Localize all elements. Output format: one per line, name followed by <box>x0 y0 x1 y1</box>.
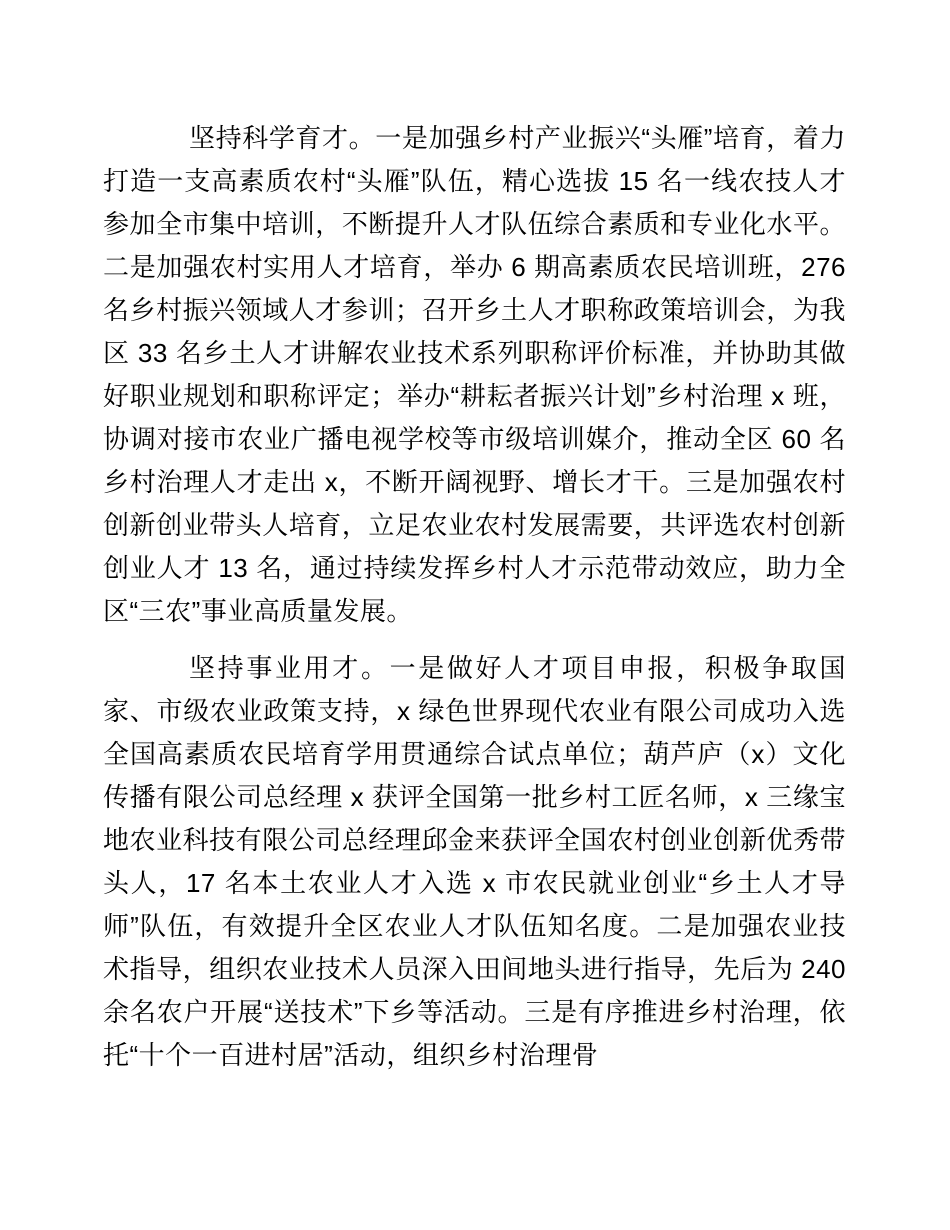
paragraph-science-cultivating-talent: 坚持科学育才。一是加强乡村产业振兴“头雁”培育，着力打造一支高素质农村“头雁”队伍，精心选拔 15 名一线农技人才参加全市集中培训，不断提升人才队伍综合素质和专业化水平。二是加强农村实用人才培育，举办 6 期高素质农民培训班，276 名乡村振兴领域人才参训；召开乡土人才职称政策培训会，为我区 33 名乡土人才讲解农业技术系列职称评价标准，并协助其做好职业规划和职称评定；举办“耕耘者振兴计划”乡村治理 x 班，协调对接市农业广播电视学校等市级培训媒介，推动全区 60 名乡村治理人才走出 x，不断开阔视野、增长才干。三是加强农村创新创业带头人培育，立足农业农村发展需要，共评选农村创新创业人才 13 名，通过持续发挥乡村人才示范带动效应，助力全区“三农”事业高质量发展。 <box>103 123 846 626</box>
paragraph-career-using-talent: 坚持事业用才。一是做好人才项目申报，积极争取国家、市级农业政策支持，x 绿色世界现代农业有限公司成功入选全国高素质农民培育学用贯通综合试点单位；葫芦庐（x）文化传播有限公司总经理 x 获评全国第一批乡村工匠名师，x 三缘宝地农业科技有限公司总经理邱金来获评全国农村创业创新优秀带头人，17 名本土农业人才入选 x 市农民就业创业“乡土人才导师”队伍，有效提升全区农业人才队伍知名度。二是加强农业技术指导，组织农业技术人员深入田间地头进行指导，先后为 240 余名农户开展“送技术”下乡等活动。三是有序推进乡村治理，依托“十个一百进村居”活动，组织乡村治理骨 <box>103 653 846 1070</box>
